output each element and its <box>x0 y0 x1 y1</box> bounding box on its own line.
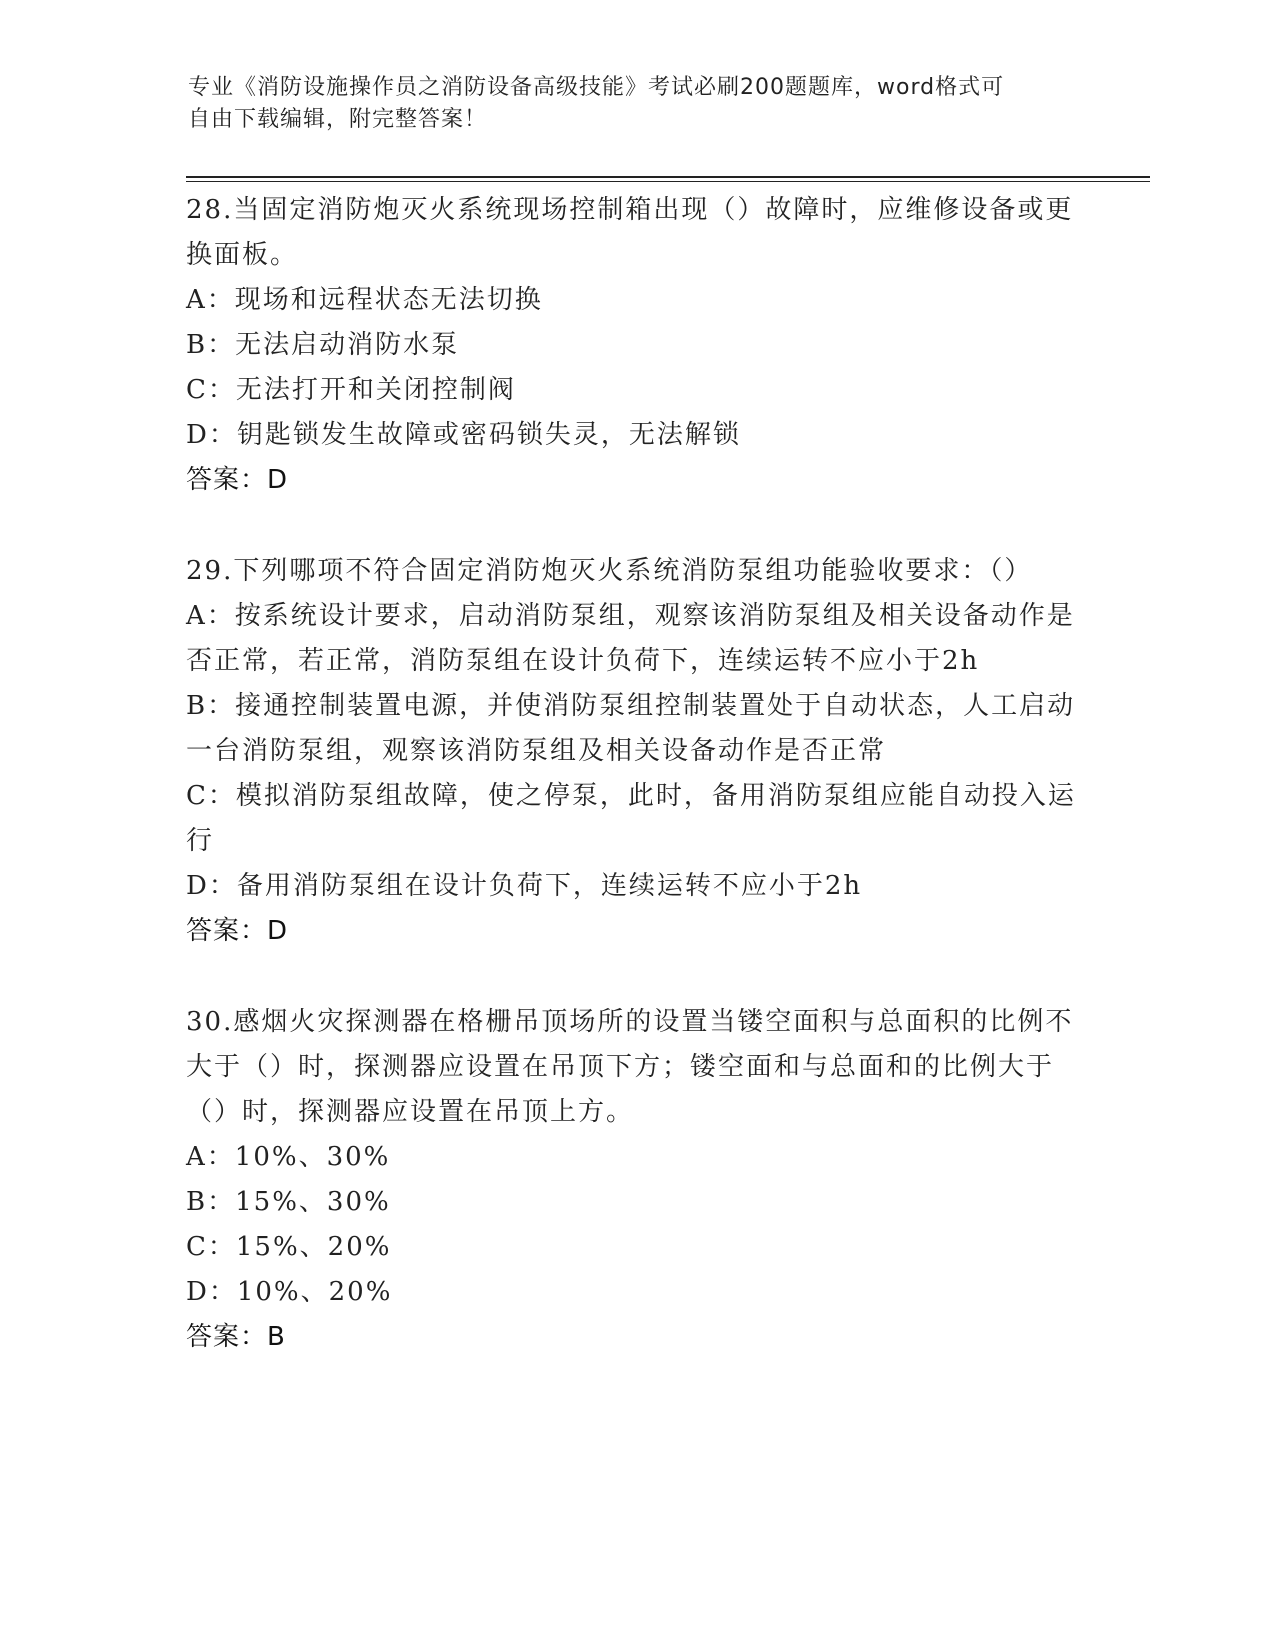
page-header: 专业《消防设施操作员之消防设备高级技能》考试必刷200题题库，word格式可 自由下载编辑，附完整答案！ <box>188 75 1005 132</box>
option-a: A：按系统设计要求，启动消防泵组，观察该消防泵组及相关设备动作是否正常，若正常，消防泵组在设计负荷下，连续运转不应小于2h <box>186 601 1075 676</box>
option-d: D：备用消防泵组在设计负荷下，连续运转不应小于2h <box>186 871 863 901</box>
question-28 <box>186 188 1076 503</box>
header-rule-thin <box>186 181 1150 182</box>
question-30 <box>186 1000 1076 1360</box>
option-a: A：10%、30% <box>186 1142 391 1172</box>
question-stem: 28.当固定消防炮灭火系统现场控制箱出现（）故障时，应维修设备或更换面板。 <box>186 195 1074 270</box>
option-b: B：无法启动消防水泵 <box>186 330 460 360</box>
option-c: C：无法打开和关闭控制阀 <box>186 375 516 405</box>
option-d: D：钥匙锁发生故障或密码锁失灵，无法解锁 <box>186 420 741 450</box>
question-list <box>186 188 1076 1406</box>
question-29 <box>186 549 1076 954</box>
question-stem: 30.感烟火灾探测器在格栅吊顶场所的设置当镂空面积与总面积的比例不大于（）时，探测器应设置在吊顶下方；镂空面和与总面和的比例大于（）时，探测器应设置在吊顶上方。 <box>186 1007 1074 1127</box>
option-b: B：接通控制装置电源，并使消防泵组控制装置处于自动状态，人工启动一台消防泵组，观察该消防泵组及相关设备动作是否正常 <box>186 691 1076 766</box>
question-stem: 29.下列哪项不符合固定消防炮灭火系统消防泵组功能验收要求：（） <box>186 556 1033 586</box>
answer: 答案：D <box>186 465 289 495</box>
header-rule-thick <box>186 176 1150 178</box>
option-c: C：15%、20% <box>186 1232 392 1262</box>
answer: 答案：D <box>186 916 289 946</box>
option-a: A：现场和远程状态无法切换 <box>186 285 543 315</box>
option-b: B：15%、30% <box>186 1187 391 1217</box>
answer: 答案：B <box>186 1322 286 1352</box>
option-d: D：10%、20% <box>186 1277 393 1307</box>
option-c: C：模拟消防泵组故障，使之停泵，此时，备用消防泵组应能自动投入运行 <box>186 781 1076 856</box>
